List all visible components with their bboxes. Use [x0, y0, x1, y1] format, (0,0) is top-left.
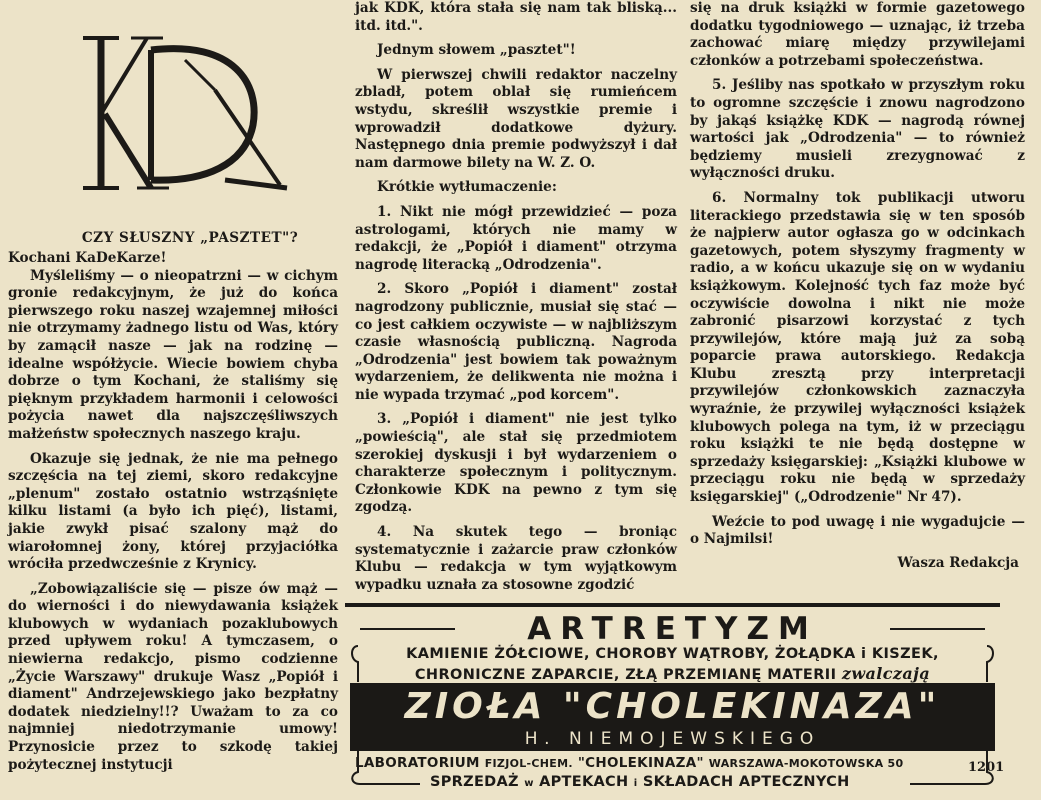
paragraph: W pierwszej chwili redaktor naczelny zbladł, potem oblał się rumieńcem wstydu, skreślił wszystkie premie i wprowadził dodatkowe dyżury. Następnego dnia premie podwyższył i dał nam darmowe bilety na W. Z. O.	[355, 66, 677, 171]
column-1-body	[8, 250, 338, 774]
lab-brand: "CHOLEKINAZA"	[577, 755, 704, 771]
list-item: 6. Normalny tok publikacji utworu literackiego przedstawia się w ten sposób że najpierw autor ogłasza go w odcinkach gazetowych, potem słyszymy fragmenty w radio, a w końcu ukazuje się on w wydaniu książkowym. Kolejność tych faz może być oczywiście dowolna i nikt nie może zabronić pisarzowi korzystać z tych przywilejów, które mają już za sobą poparcie prawa autorskiego. Redakcja Klubu zresztą przy interpretacji przywilejów członkowskich zaznaczyła wyraźnie, że przywilej wyłączności książek klubowych polega na tym, iż w przeciągu roku książki te nie będą dostępne w sprzedaży księgarskiej: „Książki klubowe w przeciągu roku nie będą w sprzedaży księgarskiej" („Odrodzenie" Nr 47).	[690, 189, 1025, 506]
sales-c: SKŁADACH APTECZNYCH	[642, 774, 850, 790]
sales-w: w	[524, 778, 534, 789]
list-item: 4. Na skutek tego — broniąc systematycznie i zażarcie praw członków Klubu — redakcja w tym wyjątkowym wypadku uznała za stosowne zgodzić	[355, 524, 677, 593]
advert-title-text: ARTRETYZM	[527, 611, 818, 647]
product-maker: H. NIEMOJEWSKIEGO	[524, 729, 821, 749]
advert-line-1: KAMIENIE ŻÓŁCIOWE, CHOROBY WĄTROBY, ŻOŁĄDKA i KISZEK,	[406, 646, 939, 662]
advertisement	[350, 611, 995, 790]
advert-line-2-text: CHRONICZNE ZAPARCIE, ZŁĄ PRZEMIANĘ MATERII	[414, 667, 837, 683]
advert-frame	[350, 612, 995, 787]
paragraph: Okazuje się jednak, że nie ma pełnego szczęścia na tej ziemi, skoro redakcyjne „plenum" zostało ostatnio wstrząśnięte kilku listami (a było ich pięć), listami, jakie zwykł pisać szalony mąż do wiarołomnej żony, której przyjaciółka wróciła przedwcześnie z Krynicy.	[8, 450, 338, 573]
paragraph: Krótkie wytłumaczenie:	[377, 179, 557, 196]
sales-i: i	[633, 778, 638, 789]
sales-a: SPRZEDAŻ	[430, 774, 519, 790]
signature: Wasza Redakcja	[897, 554, 1019, 571]
product-name: ZIOŁA "CHOLEKINAZA"	[404, 686, 941, 727]
kdk-monogram	[65, 30, 290, 200]
list-item: 5. Jeśliby nas spotkało w przyszłym roku to ogromne szczęście i znowu nagrodzono by jakąś książkę KDK — nagrodą równej wartości jak „Odrodzenia" — to również będziemy musieli zrezygnować z wyłączności druku.	[690, 77, 1025, 182]
article-heading: CZY SŁUSZNY „PASZTET"?	[81, 230, 299, 246]
paragraph: Weźcie to pod uwagę i nie wygadujcie — o Najmilsi!	[690, 513, 1025, 548]
column-2	[355, 0, 677, 594]
lab-prefix: LABORATORIUM	[355, 755, 480, 771]
kdk-logo	[65, 30, 290, 200]
list-item: 2. Skoro „Popiół i diament" został nagrodzony publicznie, musiał się stać — co jest całkiem oczywiste — w najbliższym czasie własnością publiczną. Nagroda „Odrodzenia" jest bowiem tak poważnym wydarzeniem, że delikwenta nie można i nie wypada trzymać „pod korcem".	[355, 281, 677, 403]
paragraph: jak KDK, która stała się nam tak bliską... itd. itd.".	[355, 0, 677, 34]
list-item: 1. Nikt nie mógł przewidzieć — poza astrologami, których nie mamy w redakcji, że „Popiół i diament" otrzyma nagrodę literacką „Odrodzenia".	[355, 203, 677, 273]
paragraph: Jednym słowem „pasztet"!	[377, 42, 576, 59]
lab-address: WARSZAWA-MOKOTOWSKA 50	[708, 757, 904, 770]
advert-top-rule	[345, 603, 1000, 607]
list-item: 3. „Popiół i diament" nie jest tylko „powieścią", ale stał się przedmiotem szerokiej dyskusji i był wydarzeniem o charakterze społecznym i politycznym. Członkowie KDK na pewno z tym się zgodzą.	[355, 411, 677, 516]
page-number: 1201	[968, 760, 1005, 775]
advert-script-word: zwalczają	[841, 664, 931, 683]
salutation: Kochani KaDeKarze!	[8, 250, 167, 266]
sales-b: APTEKACH	[539, 774, 629, 790]
paragraph: się na druk książki w formie gazetowego dodatku tygodniowego — uznając, iż trzeba zachować miarę między przywilejami członków a potrzebami społeczeństwa.	[690, 0, 1025, 69]
column-3	[690, 0, 1025, 572]
paragraph: „Zobowiązaliście się — pisze ów mąż — do wierności i do niewydawania książek klubowych w wydaniach pozaklubowych przed upływem roku! A tymczasem, o niewierna redakcjo, pismo codzienne „Życie Warszawy" drukuje Wasz „Popiół i diament" Andrzejewskiego jako bezpłatny dodatek niedzielny!!? Uważam to za co najmniej niedotrzymanie umowy! Przynosicie przez to szkodę takiej pożytecznej instytucji	[8, 580, 338, 773]
lab-small: FIZJOL-CHEM.	[484, 757, 573, 770]
paragraph: Myśleliśmy — o nieopatrzni — w cichym gronie redakcyjnym, że już do końca pierwszego roku naszej wzajemnej miłości nie otrzymamy żadnego listu od Was, który by zamącił nasze — jak na rodzinę — idealne współżycie. Wiecie bowiem chyba dobrze o tym Kochani, że staliśmy się pięknym przykładem harmonii i celowości pożycia nawet dla najszczęśliwszych małżeństw społecznych naszego kraju.	[8, 267, 338, 442]
